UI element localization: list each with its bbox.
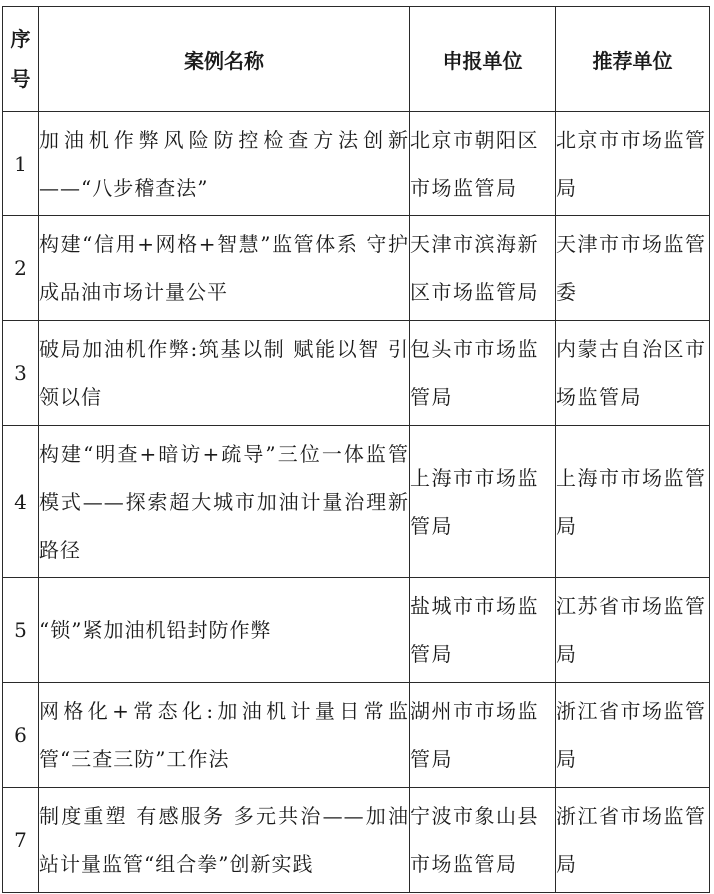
row-number: 5 xyxy=(3,578,39,683)
row-number: 2 xyxy=(3,216,39,321)
recommending-unit: 浙江省市场监管局 xyxy=(556,788,710,893)
header-serial-number xyxy=(3,7,39,112)
header-case-name: 案例名称 xyxy=(39,7,410,112)
row-number: 6 xyxy=(3,683,39,788)
table-row xyxy=(3,112,710,216)
table-row xyxy=(3,683,710,788)
recommending-unit: 北京市市场监管局 xyxy=(556,112,710,216)
row-number: 7 xyxy=(3,788,39,893)
case-table xyxy=(2,6,710,893)
reporting-unit: 北京市朝阳区市场监管局 xyxy=(410,112,556,216)
table-row xyxy=(3,578,710,683)
header-serial-line1: 序 xyxy=(10,27,31,51)
reporting-unit: 湖州市市场监管局 xyxy=(410,683,556,788)
case-name: “锁”紧加油机铅封防作弊 xyxy=(39,578,410,683)
case-name: 网格化+常态化:加油机计量日常监管“三查三防”工作法 xyxy=(39,683,410,788)
case-name: 破局加油机作弊:筑基以制 赋能以智 引领以信 xyxy=(39,321,410,426)
recommending-unit: 江苏省市场监管局 xyxy=(556,578,710,683)
case-name: 构建“明查+暗访+疏导”三位一体监管模式——探索超大城市加油计量治理新路径 xyxy=(39,426,410,578)
table-row xyxy=(3,426,710,578)
recommending-unit: 上海市市场监管局 xyxy=(556,426,710,578)
case-name: 制度重塑 有感服务 多元共治——加油站计量监管“组合拳”创新实践 xyxy=(39,788,410,893)
table-row xyxy=(3,788,710,893)
header-serial-line2: 号 xyxy=(10,67,31,91)
row-number: 1 xyxy=(3,112,39,216)
reporting-unit: 盐城市市场监管局 xyxy=(410,578,556,683)
reporting-unit: 上海市市场监管局 xyxy=(410,426,556,578)
case-name: 构建“信用+网格+智慧”监管体系 守护成品油市场计量公平 xyxy=(39,216,410,321)
row-number: 4 xyxy=(3,426,39,578)
reporting-unit: 宁波市象山县市场监管局 xyxy=(410,788,556,893)
row-number: 3 xyxy=(3,321,39,426)
reporting-unit: 包头市市场监管局 xyxy=(410,321,556,426)
header-recommending-unit: 推荐单位 xyxy=(556,7,710,112)
recommending-unit: 天津市市场监管委 xyxy=(556,216,710,321)
recommending-unit: 内蒙古自治区市场监管局 xyxy=(556,321,710,426)
table-row xyxy=(3,321,710,426)
recommending-unit: 浙江省市场监管局 xyxy=(556,683,710,788)
table-header-row xyxy=(3,7,710,112)
header-reporting-unit: 申报单位 xyxy=(410,7,556,112)
case-name: 加油机作弊风险防控检查方法创新——“八步稽查法” xyxy=(39,112,410,216)
table-row xyxy=(3,216,710,321)
reporting-unit: 天津市滨海新区市场监管局 xyxy=(410,216,556,321)
